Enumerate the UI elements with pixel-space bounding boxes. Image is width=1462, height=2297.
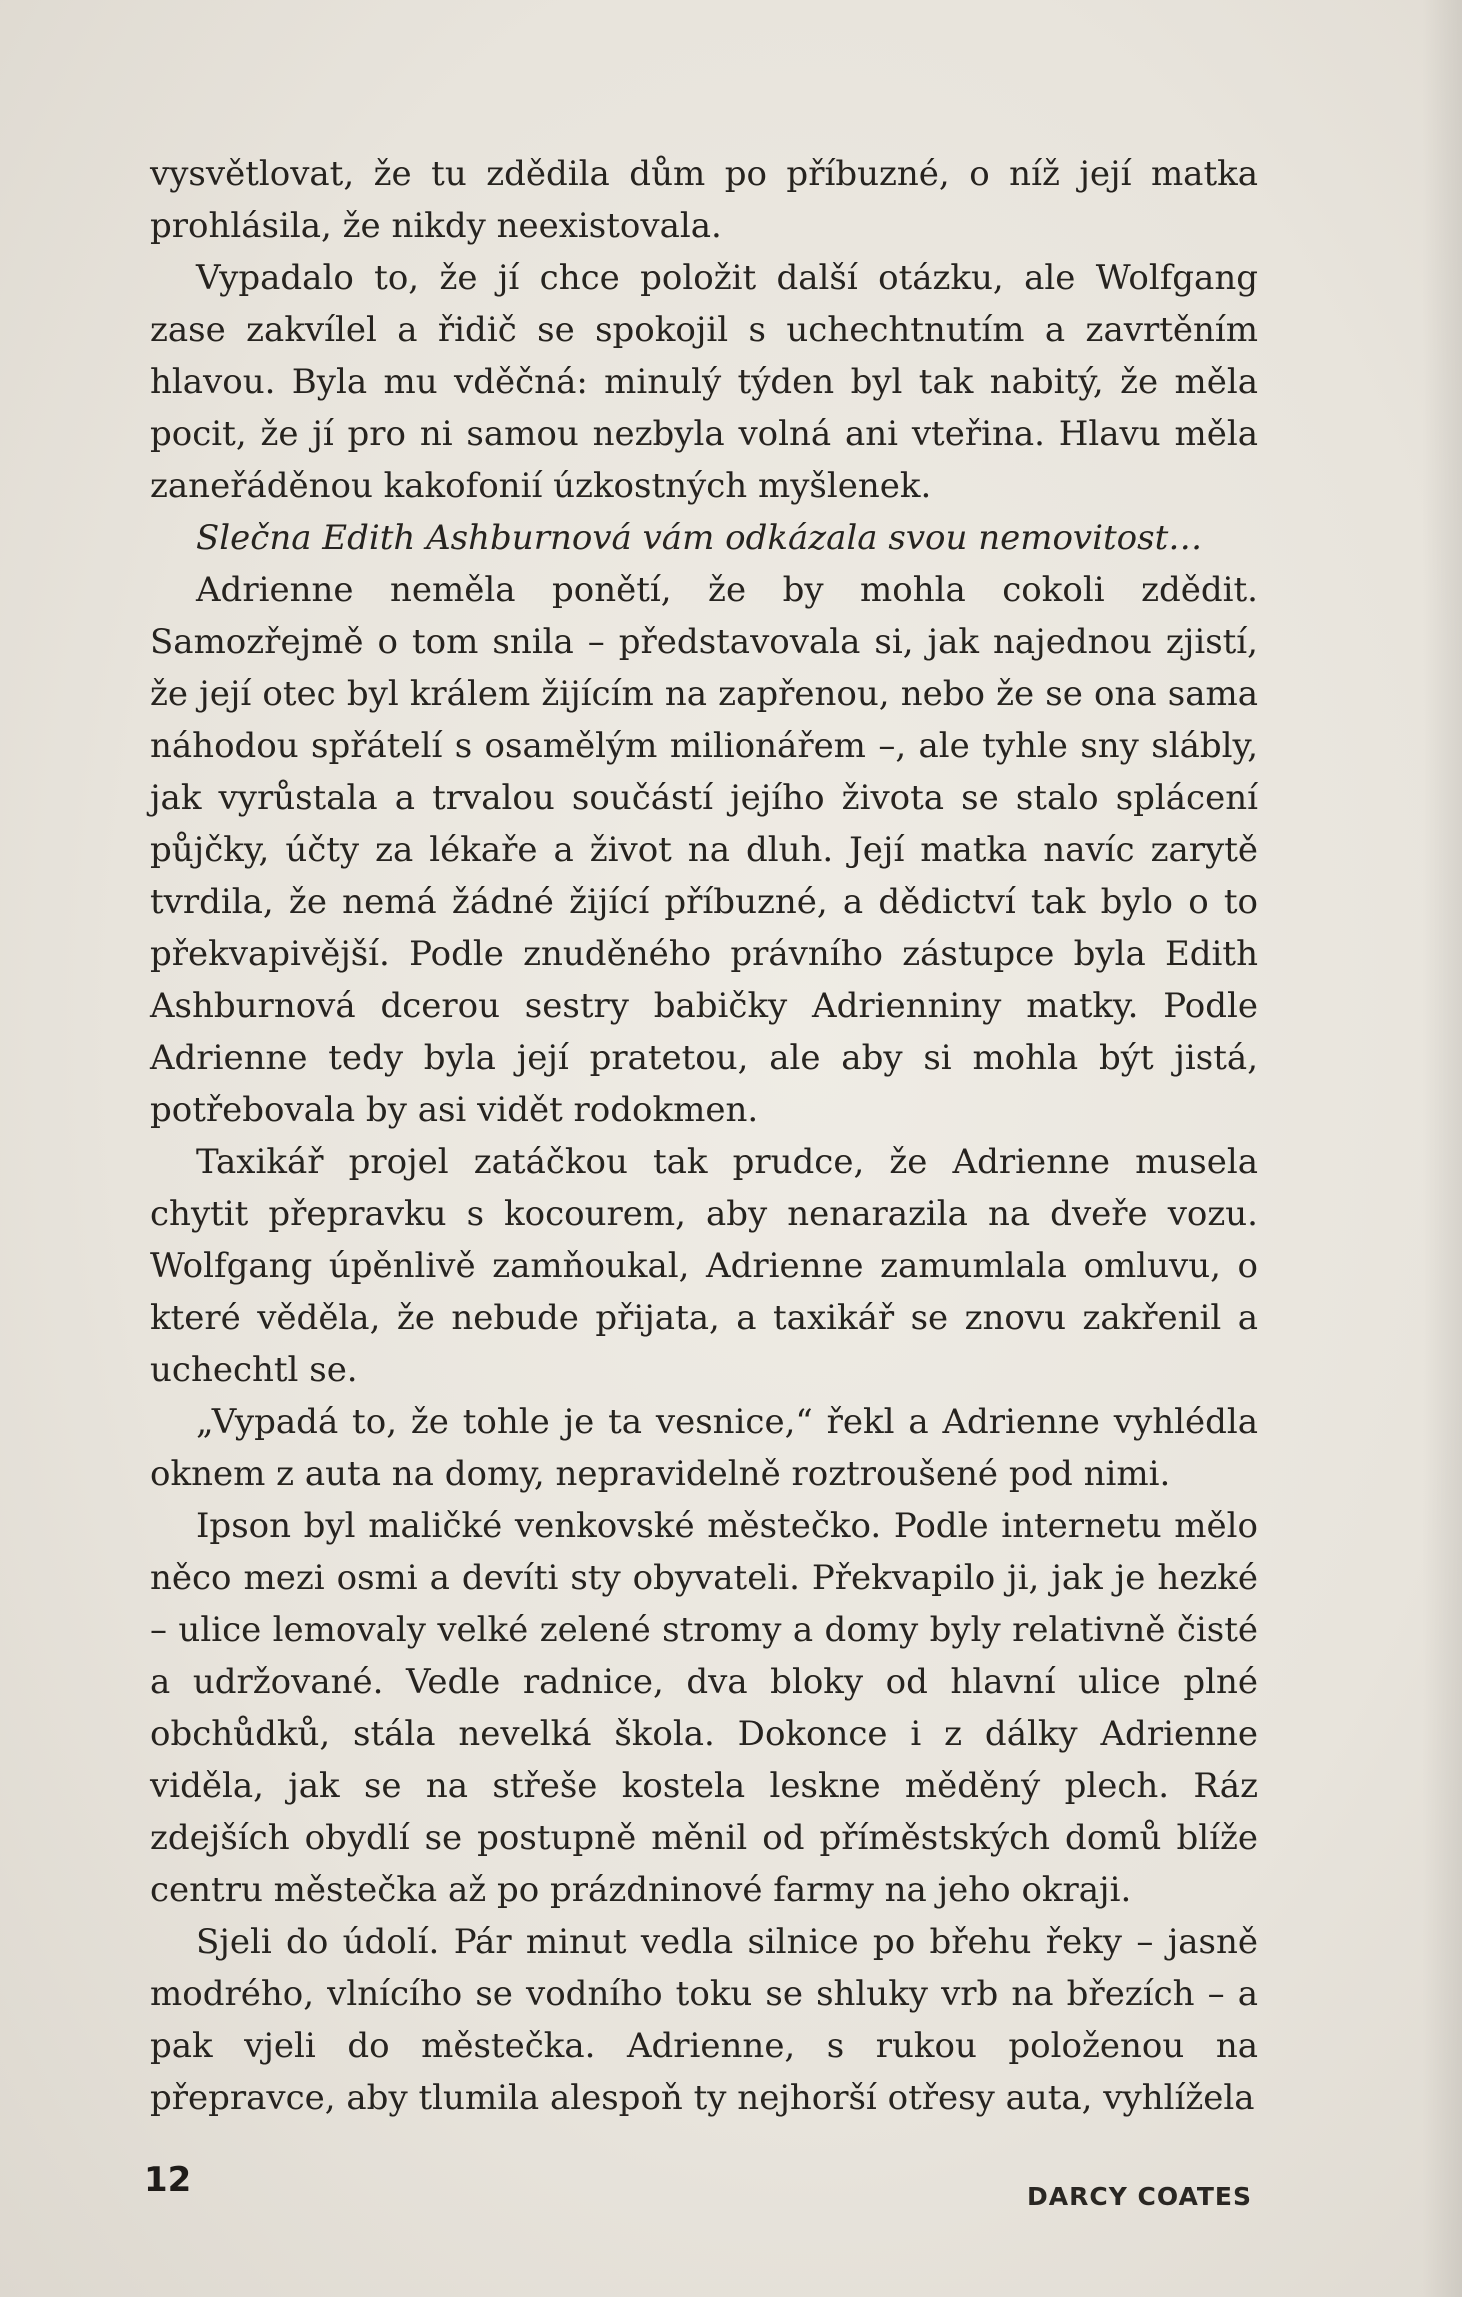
page-number: 12 — [144, 2160, 192, 2200]
paragraph-8: Sjeli do údolí. Pár minut vedla silnice po břehu řeky – jasně modrého, vlnícího se vodního toku se shluky vrb na březích – a pak vjeli do městečka. Adrienne, s rukou položenou na přepravce, aby tlumila alespoň ty nejhorší otřesy auta, vyhlížela — [150, 1922, 1258, 2118]
paragraph-5: Taxikář projel zatáčkou tak prudce, že Adrienne musela chytit přepravku s kocourem, aby nenarazila na dveře vozu. Wolfgang úpěnlivě zamňoukal, Adrienne zamumlala omluvu, o které věděla, že nebude přijata, a taxikář se znovu zakřenil a uchechtl se. — [150, 1142, 1258, 1390]
page-edge-shadow — [1422, 0, 1462, 2297]
paragraph-3-italic-quote: Slečna Edith Ashburnová vám odkázala svou nemovitost… — [196, 518, 1203, 558]
running-footer-author: DARCY COATES — [1027, 2182, 1252, 2211]
paragraph-2: Vypadalo to, že jí chce položit další otázku, ale Wolfgang zase zakvílel a řidič se spokojil s uchechtnutím a zavrtěním hlavou. Byla mu vděčná: minulý týden byl tak nabitý, že měla pocit, že jí pro ni samou nezbyla volná ani vteřina. Hlavu měla zaneřáděnou kakofonií úzkostných myšlenek. — [150, 258, 1258, 506]
paragraph-6: „Vypadá to, že tohle je ta vesnice,“ řekl a Adrienne vyhlédla oknem z auta na domy, nepravidelně roztroušené pod nimi. — [150, 1402, 1258, 1494]
paragraph-1: vysvětlovat, že tu zdědila dům po příbuzné, o níž její matka prohlásila, že nikdy neexistovala. — [150, 154, 1258, 246]
paragraph-4: Adrienne neměla ponětí, že by mohla cokoli zdědit. Samozřejmě o tom snila – představovala si, jak najednou zjistí, že její otec byl králem žijícím na zapřenou, nebo že se ona sama náhodou spřátelí s osamělým milionářem –, ale tyhle sny slábly, jak vyrůstala a trvalou součástí jejího života se stalo splácení půjčky, účty za lékaře a život na dluh. Její matka navíc zarytě tvrdila, že nemá žádné žijící příbuzné, a dědictví tak bylo o to překvapivější. Podle znuděného právního zástupce byla Edith Ashburnová dcerou sestry babičky Adrienniny matky. Podle Adrienne tedy byla její pratetou, ale aby si mohla být jistá, potřebovala by asi vidět rodokmen. — [150, 570, 1258, 1130]
body-text — [150, 148, 1258, 2124]
paragraph-7: Ipson byl maličké venkovské městečko. Podle internetu mělo něco mezi osmi a devíti sty obyvateli. Překvapilo ji, jak je hezké – ulice lemovaly velké zelené stromy a domy byly relativně čisté a udržované. Vedle radnice, dva bloky od hlavní ulice plné obchůdků, stála nevelká škola. Dokonce i z dálky Adrienne viděla, jak se na střeše kostela leskne měděný plech. Ráz zdejších obydlí se postupně měnil od příměstských domů blíže centru městečka až po prázdninové farmy na jeho okraji. — [150, 1506, 1258, 1910]
